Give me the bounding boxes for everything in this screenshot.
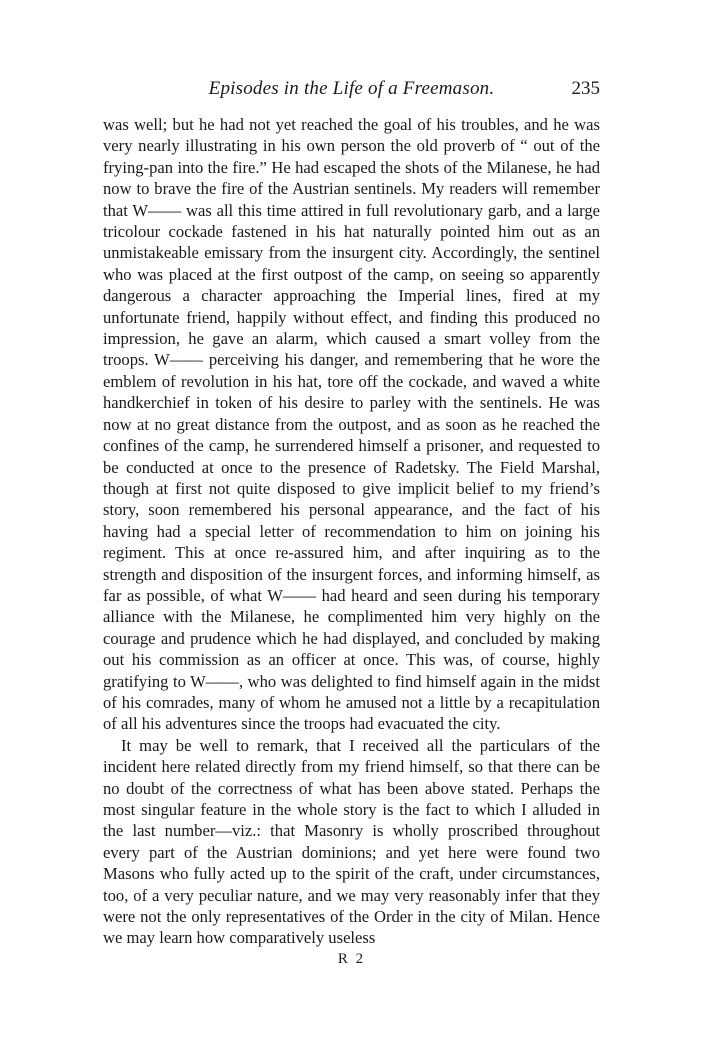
signature-mark: R 2 <box>337 950 366 967</box>
paragraph: It may be well to remark, that I received all the particulars of the incident here related directly from my friend himself, so that there can be no doubt of the correctness of what has been above stated. Perhaps the most singular feature in the whole story is the fact to which I alluded in the last number—viz.: that Masonry is wholly proscribed throughout every part of the Austrian dominions; and yet here were found two Masons who fully acted up to the spirit of the craft, under circumstances, too, of a very peculiar nature, and we may very reasonably infer that they were not the only representatives of the Order in the city of Milan. Hence we may learn how comparatively useless <box>103 735 600 948</box>
running-head <box>103 78 600 108</box>
book-page <box>103 78 600 968</box>
running-title: Episodes in the Life of a Freemason. <box>208 78 495 99</box>
body-text <box>103 114 600 949</box>
paragraph-continued: was well; but he had not yet reached the goal of his troubles, and he was very nearly illustrating in his own person the old proverb of “ out of the frying-pan into the fire.” He had escaped the shots of the Milanese, he had now to brave the fire of the Austrian sentinels. My readers will remember that W—— was all this time attired in full revolutionary garb, and a large tricolour cockade fastened in his hat naturally pointed him out as an unmistakeable emissary from the insurgent city. Accordingly, the sentinel who was placed at the first outpost of the camp, on seeing so apparently dangerous a character approaching the Imperial lines, fired at my unfortunate friend, happily without effect, and finding this produced no impression, he gave an alarm, which caused a smart volley from the troops. W—— perceiving his danger, and remembering that he wore the emblem of revolution in his hat, tore off the cockade, and waved a white handkerchief in token of his desire to parley with the sentinels. He was now at no great distance from the outpost, and as soon as he reached the confines of the camp, he surrendered himself a prisoner, and requested to be conducted at once to the presence of Radetsky. The Field Marshal, though at first not quite disposed to give implicit belief to my friend’s story, soon remembered his personal appearance, and the fact of his having had a special letter of recommendation to him on joining his regiment. This at once re-assured him, and after inquiring as to the strength and disposition of the insurgent forces, and informing himself, as far as possible, of what W—— had heard and seen during his temporary alliance with the Milanese, he complimented him very highly on the courage and prudence which he had displayed, and concluded by making out his commission as an officer at once. This was, of course, highly gratifying to W——, who was delighted to find himself again in the midst of his comrades, many of whom he amused not a little by a recapitulation of all his adventures since the troops had evacuated the city. <box>103 115 600 734</box>
page-number: 235 <box>571 78 600 99</box>
